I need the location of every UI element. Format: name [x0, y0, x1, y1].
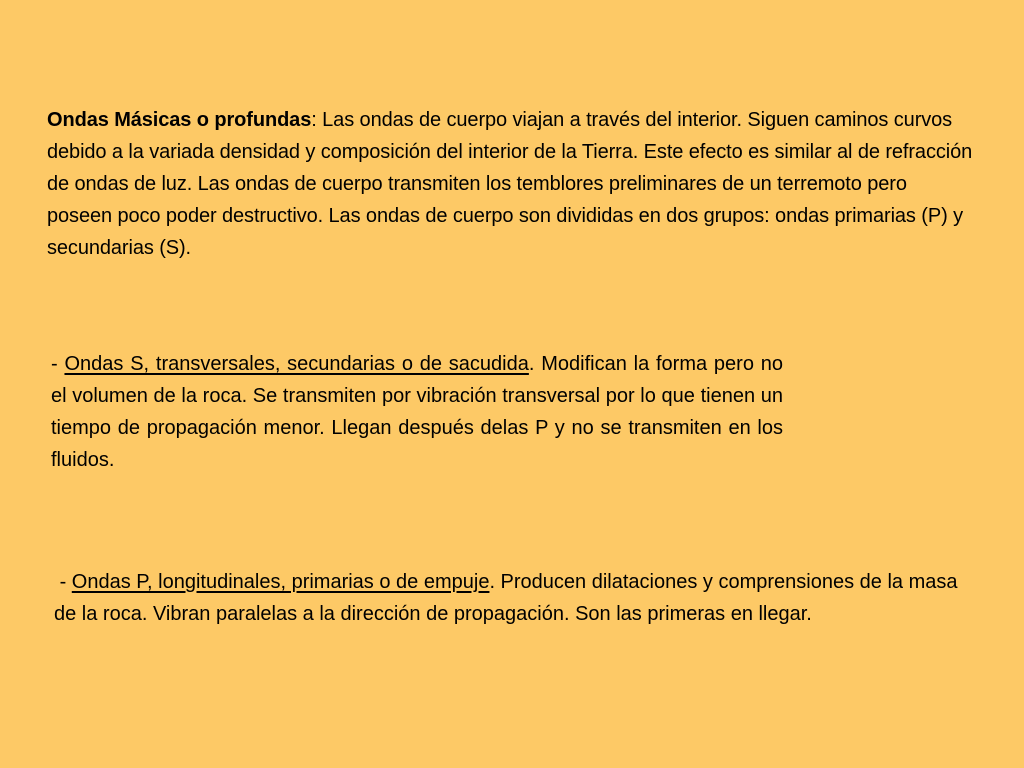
heading-ondas-masicas: Ondas Másicas o profundas — [47, 109, 312, 131]
heading-ondas-s: Ondas S, transversales, secundarias o de sacudida — [64, 353, 529, 375]
bullet-dash: - — [51, 353, 65, 375]
paragraph-ondas-s — [51, 348, 783, 476]
text-ondas-p: . Producen dilataciones y comprensiones de la masa de la roca. Vibran paralelas a la dirección de propagación. Son las primeras en llegar. — [54, 571, 958, 625]
paragraph-ondas-masicas — [47, 104, 977, 264]
paragraph-ondas-p — [54, 566, 984, 630]
text-ondas-s: . Modifican la forma pero no el volumen de la roca. Se transmiten por vibración transversal por lo que tienen un tiempo de propagación menor. Llegan después delas P y no se transmiten en los fluidos. — [51, 353, 783, 471]
text-ondas-masicas: : Las ondas de cuerpo viajan a través del interior. Siguen caminos curvos debido a la variada densidad y composición del interior de la Tierra. Este efecto es similar al de refracción de ondas de luz. Las ondas de cuerpo transmiten los temblores preliminares de un terremoto pero poseen poco poder destructivo. Las ondas de cuerpo son divididas en dos grupos: ondas primarias (P) y secundarias (S). — [47, 109, 973, 259]
bullet-dash: - — [59, 571, 72, 593]
heading-ondas-p: Ondas P, longitudinales, primarias o de empuje — [71, 571, 490, 593]
